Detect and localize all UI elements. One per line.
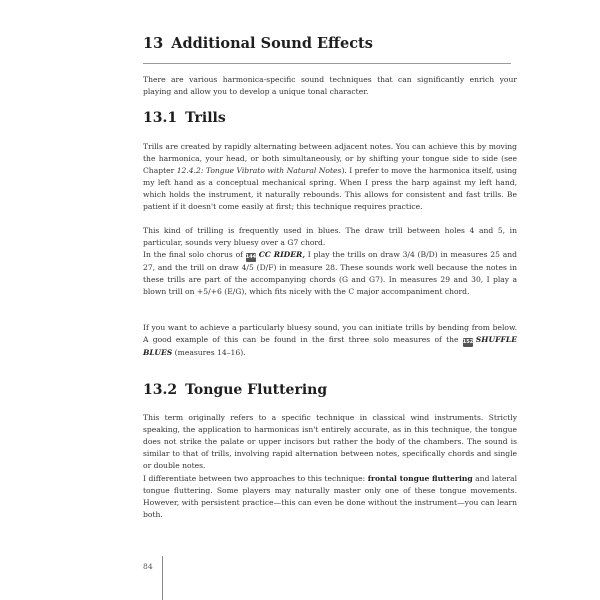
footer-divider — [162, 556, 163, 600]
section-number: 13.2 — [143, 382, 178, 398]
chapter-title-text: Additional Sound Effects — [171, 35, 373, 52]
text-segment: I differentiate between two approaches to this technique: — [143, 474, 368, 483]
text-segment: In the final solo chorus of — [143, 250, 246, 259]
fluttering-paragraph-1: This term originally refers to a specific technique in classical wind instruments. Strictly speaking, the application to harmonicas isn't entirely accurate, as in this technique, the tongue does not strike the palate or upper incisors but rather the body of the chambers. The sound is similar to that of trills, involving rapid alternation between notes, specifically chords and single or double notes. — [143, 413, 517, 470]
section-title-trills — [143, 110, 226, 126]
trills-paragraph-3 — [143, 249, 517, 298]
chapter-divider — [143, 63, 511, 64]
page-number: 84 — [143, 562, 153, 571]
bold-term: frontal tongue fluttering — [367, 474, 473, 483]
chapter-title — [143, 35, 373, 52]
text-segment: (measures 14–16). — [172, 348, 246, 357]
section-number: 13.1 — [143, 110, 178, 126]
section-title-tongue-fluttering — [143, 382, 327, 398]
trills-paragraph-2: This kind of trilling is frequently used in blues. The draw trill between holes 4 and 5, in particular, sounds very bluesy over a G7 chord. — [143, 226, 517, 247]
text-segment: I play the trills on draw 3/4 (B/D) in measures 25 and 27, and the trill on draw 4/5 (D/F) in measure 28. These sounds work well because the notes in these trills are part of the accompanying chords (G and G7). In measures 29 and 30, I play a blown trill on +5/+6 (E/G), which fits nicely with the C major accompaniment chord. — [143, 250, 517, 296]
section-title-text: Tongue Fluttering — [185, 382, 328, 398]
chapter-number: 13 — [143, 35, 164, 52]
trills-paragraph-1 — [143, 141, 517, 213]
text-segment: Trills are created by rapidly alternating between adjacent notes. You can achieve this by moving the harmonica, your head, or both simultaneously, or by shifting your tongue side to side (see Chapter — [143, 142, 517, 175]
section-title-text: Trills — [185, 110, 226, 126]
song-title: CC RIDER, — [258, 250, 305, 259]
fluttering-paragraph-2 — [143, 473, 517, 521]
text-segment: ). I prefer to move the harmonica itself, using my left hand as a conceptual mechanical spring. When I press the harp against my left hand, which holds the instrument, it naturally rebounds. This allows for consistent and fast trills. Be patient if it doesn't come easily at first; this technique requires practice. — [143, 166, 517, 211]
chapter-intro: There are various harmonica-specific sound techniques that can significantly enrich your playing and allow you to develop a unique tonal character. — [143, 75, 517, 96]
song-title: SHUFFLE BLUES — [143, 335, 517, 357]
chapter-reference: 12.4.2: Tongue Vibrato with Natural Notes — [176, 166, 342, 175]
text-segment: If you want to achieve a particularly bluesy sound, you can initiate trills by bending from below. A good example of this can be found in the first three solo measures of the — [143, 323, 517, 344]
audio-track-icon: 152 — [462, 339, 474, 345]
audio-track-icon: 144 — [245, 254, 257, 260]
trills-paragraph-4 — [143, 322, 517, 359]
text-segment: and lateral tongue fluttering. Some players may naturally master only one of these tongue movements. However, with persistent practice—this can even be done without the instrument—you can learn both. — [143, 474, 517, 519]
